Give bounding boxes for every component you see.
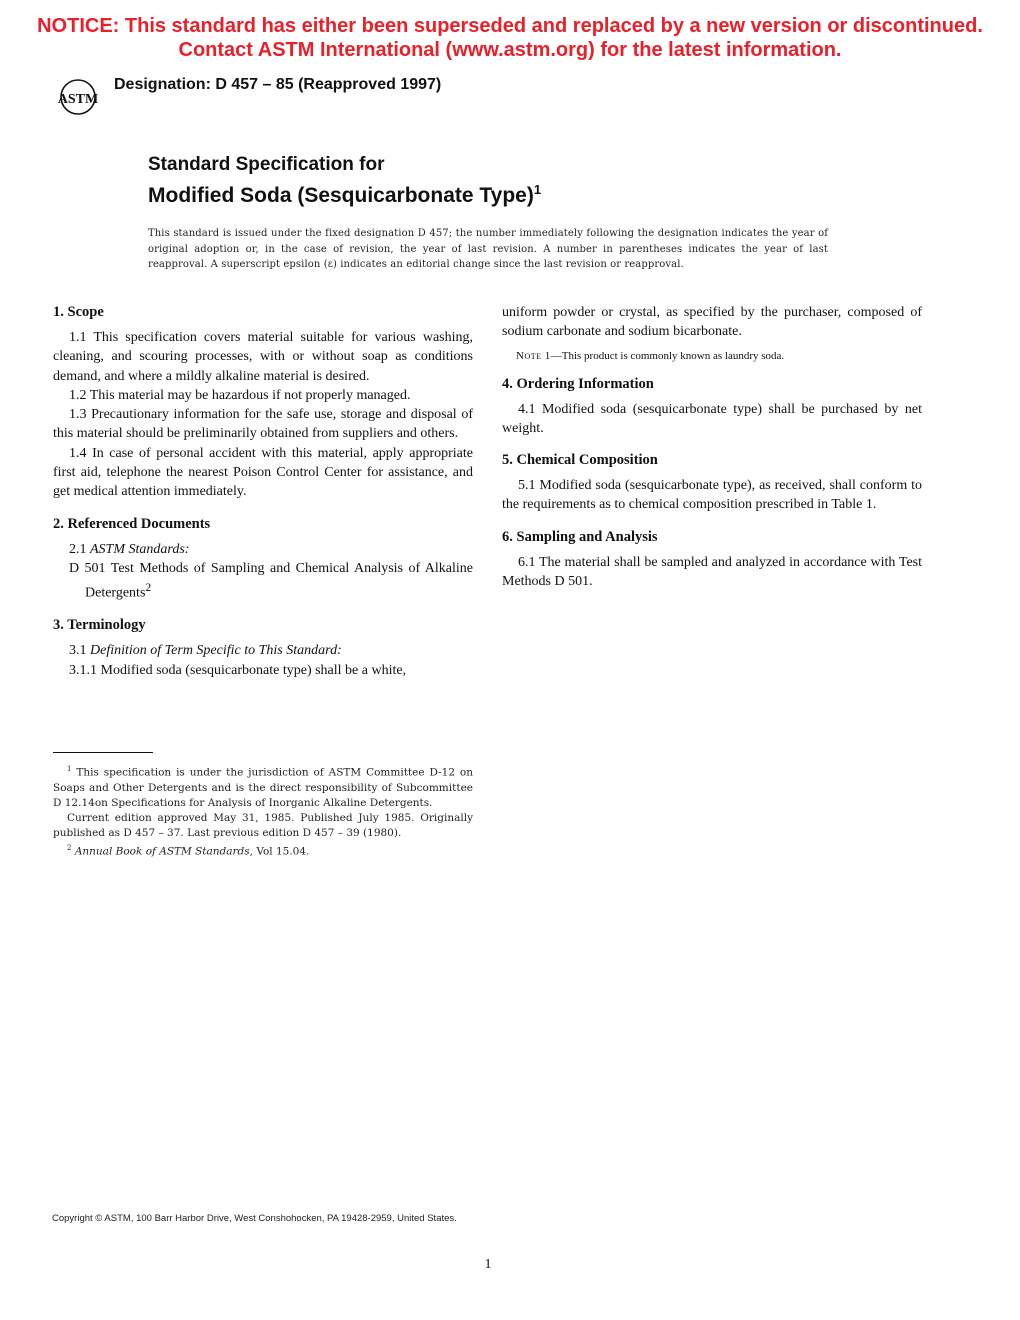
left-column — [53, 302, 473, 692]
footnote-mark: 2 — [67, 843, 72, 852]
section-heading: 1. Scope — [53, 304, 104, 320]
section-chemical-composition — [502, 450, 922, 515]
notice-line-1: NOTICE: This standard has either been superseded and replaced by a new version or discontinued. — [37, 15, 983, 37]
section-heading: 3. Terminology — [53, 617, 146, 634]
reference-item — [69, 559, 473, 603]
logo-text: ASTM — [57, 92, 99, 107]
paragraph-number: 2.1 — [69, 541, 87, 557]
section-scope — [53, 302, 473, 502]
paragraph: 1.3 Precautionary information for the safe use, storage and disposal of this material should be preliminarily obtained from suppliers and others. — [53, 407, 473, 442]
section-ordering-information — [502, 374, 922, 439]
section-heading: 4. Ordering Information — [502, 375, 654, 392]
footnote-1 — [53, 762, 473, 811]
footnote-mark: 1 — [67, 765, 72, 773]
paragraph: 5.1 Modified soda (sesquicarbonate type), as received, shall conform to the requirements as to chemical composition prescribed in Table 1. — [502, 478, 922, 513]
paragraph: 1.2 This material may be hazardous if not properly managed. — [69, 387, 411, 403]
title-footnote-mark: 1 — [533, 182, 542, 197]
copyright: Copyright © ASTM, 100 Barr Harbor Drive, West Conshohocken, PA 19428-2959, United States. — [52, 1213, 457, 1224]
paragraph: 4.1 Modified soda (sesquicarbonate type) shall be purchased by net weight. — [502, 401, 922, 436]
footnote-text: This specification is under the jurisdiction of ASTM Committee D-12 on Soaps and Other Detergents and is the direct responsibility of Subcommittee D 12.14on Specifications for Analysis of Inorganic Alkaline Detergents. — [53, 766, 473, 809]
section-sampling-analysis — [502, 527, 922, 592]
paragraph: 1.4 In case of personal accident with this material, apply appropriate first aid, telephone the nearest Poison Control Center for assistance, and get medical attention immediately. — [53, 445, 473, 500]
reference-list — [53, 559, 473, 603]
notice-banner — [0, 14, 1020, 62]
footnote-mark: 2 — [145, 581, 152, 595]
section-heading: 2. Referenced Documents — [53, 515, 211, 532]
subheading: ASTM Standards: — [90, 541, 190, 557]
page-number: 1 — [484, 1257, 492, 1272]
footnote-1-continued: Current edition approved May 31, 1985. Published July 1985. Originally published as D 457 – 37. Last previous edition D 457 – 39 (1980). — [53, 811, 473, 839]
paragraph: 1.1 This specification covers material suitable for various washing, cleaning, and scouring processes, with or without soap as conditions demand, and where a mildly alkaline material is desired. — [53, 330, 473, 384]
section-terminology — [53, 615, 473, 680]
footnote-title: Annual Book of ASTM Standards — [74, 845, 250, 857]
footnote-text: , Vol 15.04. — [249, 845, 310, 857]
reference-text: D 501 Test Methods of Sampling and Chemical Analysis of Alkaline Detergents — [69, 560, 473, 601]
astm-logo — [52, 78, 104, 116]
section-terminology-continued — [502, 303, 922, 364]
subheading: Definition of Term Specific to This Standard: — [90, 643, 342, 659]
paragraph — [53, 641, 473, 660]
section-heading: 6. Sampling and Analysis — [502, 528, 658, 545]
document-title — [148, 153, 541, 209]
paragraph: 6.1 The material shall be sampled and analyzed in accordance with Test Methods D 501. — [502, 554, 922, 590]
issuance-statement: This standard is issued under the fixed designation D 457; the number immediately following the designation indicates the year of original adoption or, in the case of revision, the year of last revision. A number in parentheses indicates the year of last reapproval. A superscript epsilon (ε) indicates an editorial change since the last revision or reapproval. — [148, 228, 828, 270]
designation: Designation: D 457 – 85 (Reapproved 1997) — [114, 76, 442, 93]
paragraph: uniform powder or crystal, as specified by the purchaser, composed of sodium carbonate and sodium bicarbonate. — [502, 305, 922, 340]
footnotes — [53, 762, 473, 859]
title-line-2 — [148, 177, 541, 209]
footnote-2 — [53, 841, 473, 860]
paragraph-number: 3.1 — [69, 643, 87, 659]
paragraph: 3.1.1 Modified soda (sesquicarbonate type) shall be a white, — [69, 662, 407, 678]
title-main: Modified Soda (Sesquicarbonate Type) — [148, 184, 534, 207]
right-column — [502, 303, 922, 603]
notice-line-2: Contact ASTM International (www.astm.org) for the latest information. — [178, 39, 842, 61]
title-line-1: Standard Specification for — [148, 154, 385, 175]
note — [502, 348, 922, 364]
paragraph — [53, 540, 473, 559]
section-referenced-documents — [53, 514, 473, 604]
note-text: —This product is commonly known as laundry soda. — [550, 349, 785, 362]
note-label: Note 1 — [516, 349, 551, 362]
section-heading: 5. Chemical Composition — [502, 452, 658, 469]
footnote-divider — [53, 752, 153, 753]
